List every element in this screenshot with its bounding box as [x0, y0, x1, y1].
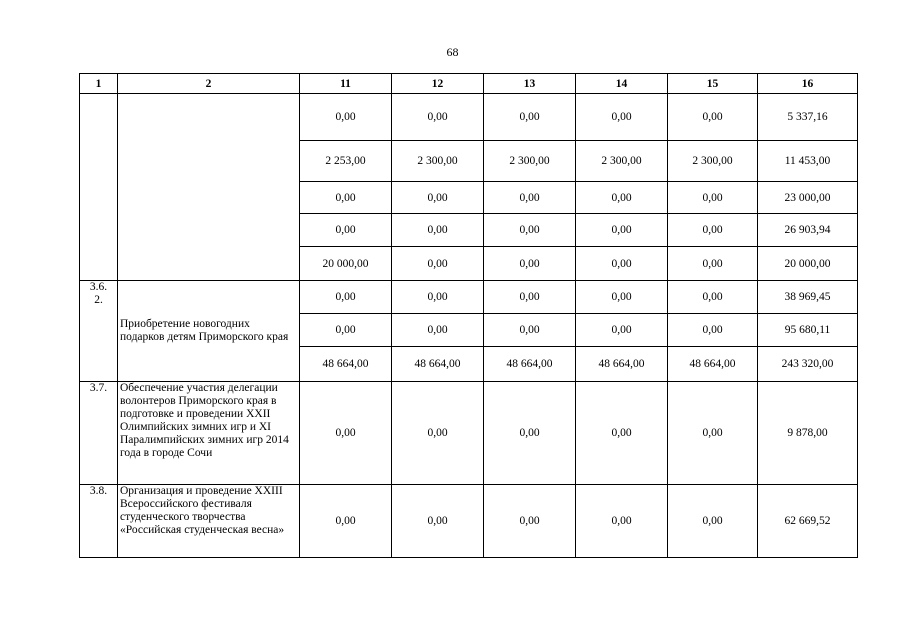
value-cell: 48 664,00 — [392, 347, 484, 382]
description-cell-3-6-2: Приобретение новогодних подарков детям Приморского края — [118, 281, 300, 382]
value-cell: 0,00 — [576, 314, 668, 347]
value-cell: 0,00 — [300, 281, 392, 314]
value-cell: 0,00 — [392, 382, 484, 485]
value-cell: 0,00 — [300, 214, 392, 247]
total-cell: 23 000,00 — [758, 182, 858, 214]
index-cell-3-6-2: 3.6. 2. — [80, 281, 118, 382]
value-cell: 0,00 — [392, 182, 484, 214]
page-number: 68 — [446, 45, 459, 59]
value-cell: 0,00 — [392, 281, 484, 314]
value-cell: 0,00 — [668, 214, 758, 247]
value-cell: 0,00 — [576, 247, 668, 281]
value-cell: 0,00 — [576, 94, 668, 141]
value-cell: 0,00 — [484, 281, 576, 314]
total-cell: 20 000,00 — [758, 247, 858, 281]
description-cell-3-8: Организация и проведение XXIII Всероссийского фестиваля студенческого творчества «Российская студенческая весна» — [118, 485, 300, 558]
budget-table — [79, 73, 858, 558]
value-cell: 0,00 — [392, 314, 484, 347]
value-cell: 0,00 — [576, 485, 668, 558]
description-cell-3-7: Обеспечение участия делегации волонтеров Приморского края в подготовке и проведении XXII Олимпийских зимних игр и XI Паралимпийских зимних игр 2014 года в городе Сочи — [118, 382, 300, 485]
value-cell: 0,00 — [300, 382, 392, 485]
value-cell: 48 664,00 — [576, 347, 668, 382]
total-cell: 95 680,11 — [758, 314, 858, 347]
value-cell: 2 253,00 — [300, 141, 392, 182]
total-cell: 26 903,94 — [758, 214, 858, 247]
table-row — [80, 94, 858, 141]
value-cell: 0,00 — [300, 94, 392, 141]
description-cell-empty — [118, 94, 300, 281]
value-cell: 0,00 — [300, 314, 392, 347]
header-row — [80, 74, 858, 94]
value-cell: 0,00 — [484, 182, 576, 214]
value-cell: 0,00 — [484, 247, 576, 281]
header-cell-col-14: 14 — [576, 74, 668, 94]
value-cell: 2 300,00 — [576, 141, 668, 182]
value-cell: 0,00 — [576, 281, 668, 314]
value-cell: 0,00 — [392, 94, 484, 141]
total-cell: 11 453,00 — [758, 141, 858, 182]
value-cell: 0,00 — [484, 214, 576, 247]
value-cell: 0,00 — [668, 314, 758, 347]
total-cell: 243 320,00 — [758, 347, 858, 382]
value-cell: 0,00 — [300, 485, 392, 558]
header-cell-col-15: 15 — [668, 74, 758, 94]
index-cell-empty — [80, 94, 118, 281]
value-cell: 0,00 — [576, 214, 668, 247]
index-cell-3-8: 3.8. — [80, 485, 118, 558]
value-cell: 2 300,00 — [484, 141, 576, 182]
value-cell: 0,00 — [576, 182, 668, 214]
value-cell: 0,00 — [668, 247, 758, 281]
value-cell: 48 664,00 — [300, 347, 392, 382]
value-cell: 0,00 — [484, 382, 576, 485]
value-cell: 0,00 — [392, 485, 484, 558]
value-cell: 0,00 — [668, 281, 758, 314]
value-cell: 0,00 — [484, 485, 576, 558]
value-cell: 0,00 — [668, 94, 758, 141]
value-cell: 0,00 — [668, 382, 758, 485]
header-cell-col-12: 12 — [392, 74, 484, 94]
header-cell-col-2: 2 — [118, 74, 300, 94]
total-cell: 9 878,00 — [758, 382, 858, 485]
value-cell: 0,00 — [300, 182, 392, 214]
value-cell: 2 300,00 — [392, 141, 484, 182]
value-cell: 0,00 — [392, 214, 484, 247]
value-cell: 48 664,00 — [668, 347, 758, 382]
value-cell: 2 300,00 — [668, 141, 758, 182]
value-cell: 0,00 — [668, 182, 758, 214]
header-cell-col-13: 13 — [484, 74, 576, 94]
table-row — [80, 485, 858, 558]
header-cell-col-11: 11 — [300, 74, 392, 94]
index-cell-3-7: 3.7. — [80, 382, 118, 485]
value-cell: 0,00 — [484, 314, 576, 347]
value-cell: 20 000,00 — [300, 247, 392, 281]
total-cell: 5 337,16 — [758, 94, 858, 141]
value-cell: 48 664,00 — [484, 347, 576, 382]
value-cell: 0,00 — [668, 485, 758, 558]
value-cell: 0,00 — [576, 382, 668, 485]
header-cell-col-1: 1 — [80, 74, 118, 94]
value-cell: 0,00 — [392, 247, 484, 281]
table-row — [80, 281, 858, 314]
header-cell-col-16: 16 — [758, 74, 858, 94]
value-cell: 0,00 — [484, 94, 576, 141]
table-row — [80, 382, 858, 485]
total-cell: 38 969,45 — [758, 281, 858, 314]
total-cell: 62 669,52 — [758, 485, 858, 558]
